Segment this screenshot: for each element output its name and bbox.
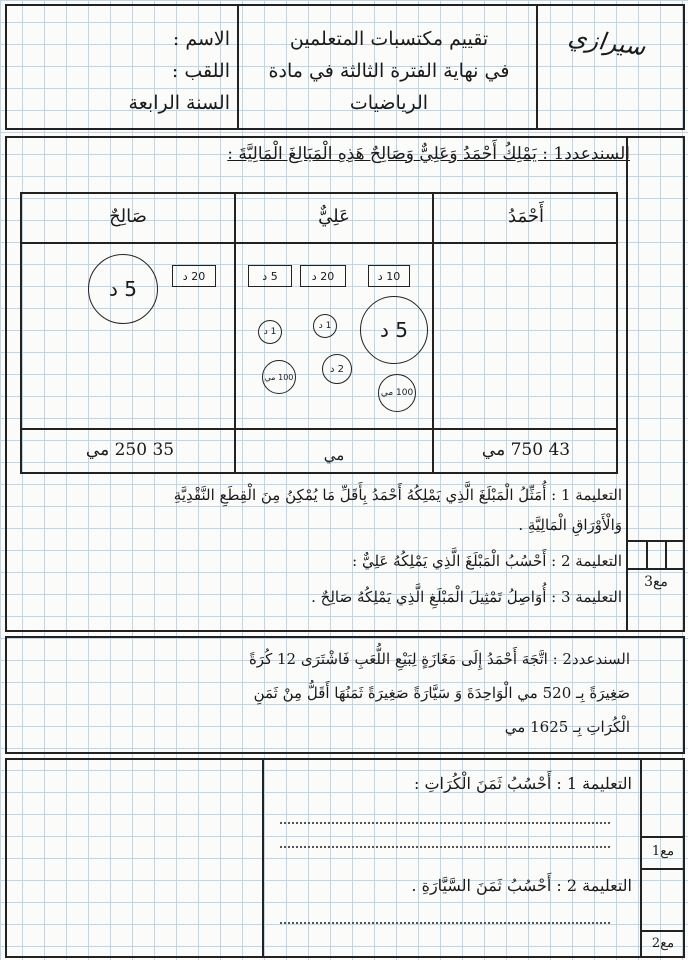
- criterion2-box-top: [640, 930, 685, 932]
- criterion-cell-divider-a: [646, 540, 648, 568]
- ahmed-coin-small: 100 مي: [378, 374, 416, 412]
- col-header-saleh: صَالِحٌ: [109, 206, 147, 227]
- ali-coin-1a: 1 د: [258, 320, 282, 344]
- title-line1: تقييم مكتسبات المتعلمين: [289, 28, 489, 50]
- saleh-banknote: 20 د: [172, 265, 216, 287]
- ali-total: مي: [323, 446, 345, 464]
- support1-heading: السندعدد1 : يَمْلِكُ أَحْمَدُ وَعَلِيٌّ وَصَالِحٌ هَذِهِ الْمَبَالِغَ الْمَالِيَّةَ :: [227, 144, 630, 164]
- criterion3-label: مع3: [644, 574, 668, 590]
- answer-line-3: [280, 922, 610, 924]
- ali-coin-100: 100 مي: [262, 360, 296, 394]
- surname-label: اللقب :: [171, 60, 230, 82]
- answer-line-2: [280, 846, 610, 848]
- level-label: السنة الرابعة: [128, 92, 230, 114]
- criterion-box-top: [626, 540, 685, 542]
- table-col-divider-1: [234, 192, 236, 474]
- criterion1-box-top: [640, 836, 685, 838]
- support2-line3: الْكُرَاتِ بِـ 1625 مي: [504, 718, 630, 736]
- instruction2: التعليمة 2 : أَحْسُبُ الْمَبْلَغَ الَّذِي يَمْلِكُهُ عَلِيٌّ :: [352, 552, 622, 570]
- criterion2-label: مع2: [651, 936, 675, 951]
- title-line2: في نهاية الفترة الثالثة في مادة: [268, 60, 510, 82]
- saleh-total: 35 250 مي: [85, 440, 175, 460]
- support2-instruction1: التعليمة 1 : أَحْسُبُ ثَمَنَ الْكُرَاتِ :: [414, 774, 632, 793]
- instruction3: التعليمة 3 : أُوَاصِلُ تَمْثِيلَ الْمَبْلَغِ الَّذِي يَمْلِكُهُ صَالِحٌ .: [311, 588, 622, 606]
- signature: سيرازي: [566, 22, 648, 62]
- support2-line1: السندعدد2 : اتَّجَهَ أَحْمَدُ إِلَى مَغَازَةٍ لِبَيْعِ اللُّعَبِ فَاشْتَرَى 12 كُرَةً: [248, 650, 630, 668]
- instruction1-line1: التعليمة 1 : أُمَثِّلُ الْمَبْلَغَ الَّذِي يَمْلِكُهُ أَحْمَدُ بِأَقَلِّ مَا يُمْكِنُ مِنَ الْقِطَعِ النَّقْدِيَّةِ: [173, 486, 622, 504]
- table-footer-divider: [20, 428, 618, 430]
- ali-coin-2: 2 د: [322, 354, 352, 384]
- name-label: الاسم :: [172, 28, 230, 50]
- ali-coin-1b: 1 د: [313, 314, 337, 338]
- criterion-cell-divider-b: [665, 540, 667, 568]
- ali-banknote-20: 20 د: [300, 265, 346, 287]
- col-header-ali: عَلِيٌّ: [318, 206, 350, 227]
- header-divider-left: [536, 4, 538, 130]
- table-header-divider: [20, 242, 618, 244]
- criterion-cell-bottom: [626, 568, 685, 570]
- answer-area-divider: [262, 758, 264, 958]
- criterion1-label: مع1: [651, 844, 675, 859]
- col-header-ahmed: أَحْمَدُ: [508, 206, 544, 227]
- table-col-divider-2: [432, 192, 434, 474]
- criterion1-box-bottom: [640, 868, 685, 870]
- saleh-coin-big: 5 د: [88, 254, 158, 324]
- support2-instruction2: التعليمة 2 : أَحْسُبُ ثَمَنَ السَّيَّارَةِ .: [411, 876, 632, 895]
- title-line3: الرياضيات: [349, 92, 429, 114]
- support2-line2: صَغِيرَةً بِـ 520 مي الْوَاحِدَةَ وَ سَيَّارَةً صَغِيرَةً ثَمَنُهَا أَقَلُّ مِنْ ثَمَنِ: [253, 684, 630, 702]
- ali-banknote-5: 5 د: [248, 265, 292, 287]
- ahmed-total: 43 750 مي: [481, 440, 571, 460]
- answer-line-1: [280, 822, 610, 824]
- ahmed-banknote: 10 د: [368, 265, 410, 287]
- criterion-column-divider: [626, 136, 628, 632]
- ahmed-coin-big: 5 د: [360, 296, 428, 364]
- header-divider-right: [237, 4, 239, 130]
- instruction1-line2: وَالْأَوْرَاقِ الْمَالِيَّةِ .: [518, 516, 622, 534]
